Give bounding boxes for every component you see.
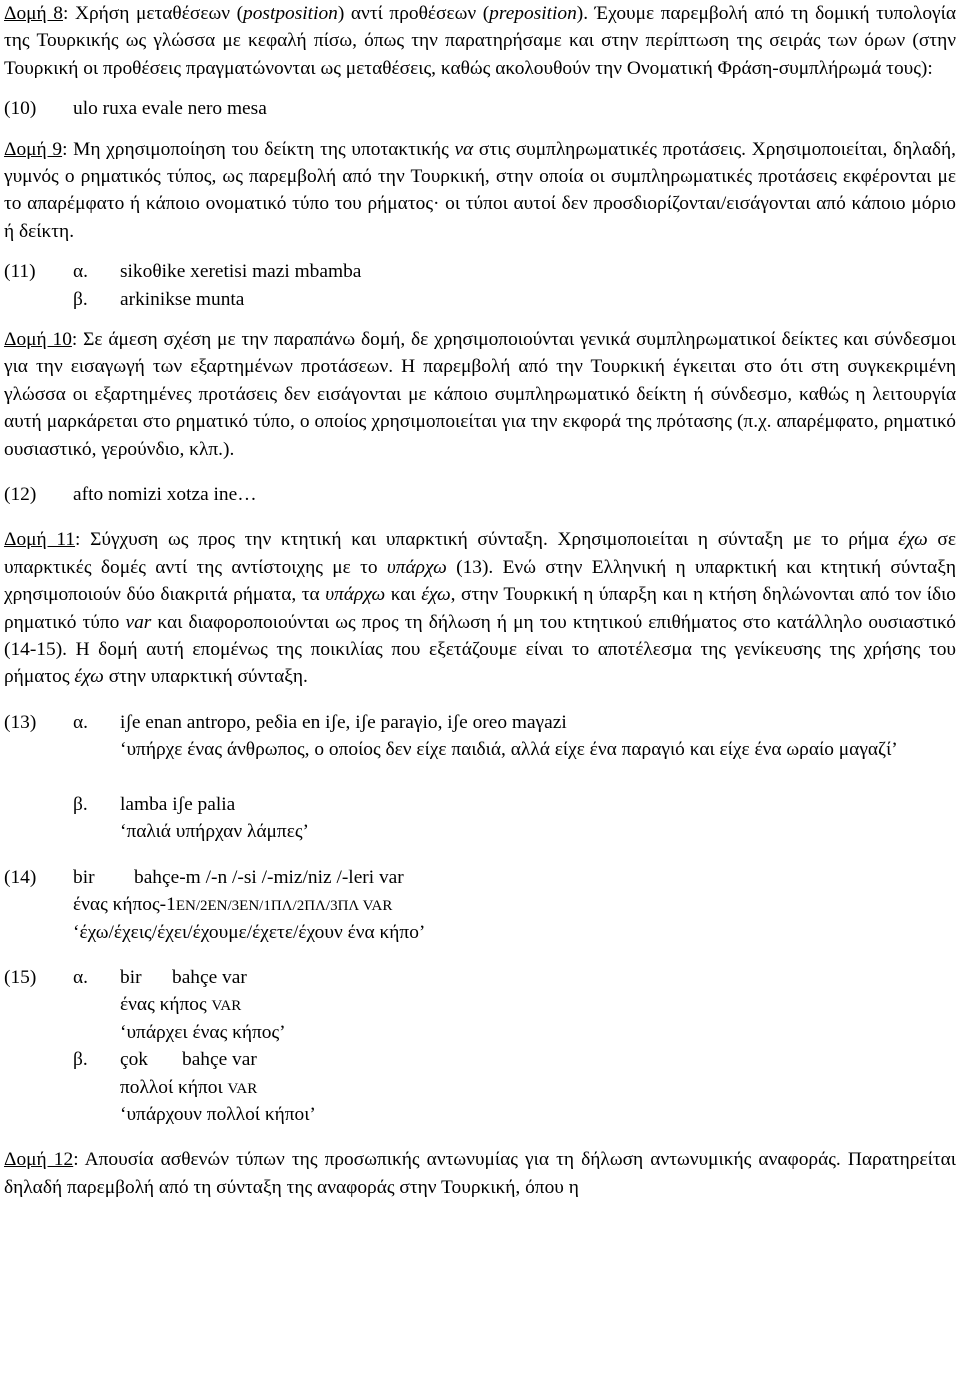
example-14-gloss xyxy=(4,891,956,918)
section-heading-domi-9: Δομή 9 xyxy=(4,138,63,160)
section-heading-domi-11: Δομή 11 xyxy=(4,529,76,551)
example-text: lamba iʃe palia xyxy=(120,794,236,816)
example-number: (13) xyxy=(4,711,37,733)
example-15a xyxy=(4,964,956,991)
example-12 xyxy=(4,481,956,508)
example-text: ulo ruxa evale nero mesa xyxy=(73,98,267,120)
example-13a-gloss xyxy=(4,736,956,791)
paragraph-domi-12: Δομή 12: Απουσία ασθενών τύπων της προσωπικής αντωνυμίας για τη δήλωση αντωνυμικής αναφοράς. Παρατηρείται δηλαδή παρεμβολή από τη σύνταξη της αναφοράς στην Τουρκική, όπου η xyxy=(4,1149,956,1198)
example-13b xyxy=(4,791,956,818)
example-number: (12) xyxy=(4,484,37,506)
example-translation: ‘έχω/έχεις/έχει/έχουμε/έχετε/έχουν ένα κήπο’ xyxy=(73,921,426,943)
example-text: arkinikse munta xyxy=(120,288,245,310)
example-11a xyxy=(4,258,956,285)
example-number: (15) xyxy=(4,967,37,989)
example-translation: ‘υπήρχε ένας άνθρωπος, ο οποίος δεν είχε παιδιά, αλλά είχε ένα παραγιό και είχε ένα ωραίο μαγαζί’ xyxy=(120,739,898,761)
example-translation: ‘υπάρχουν πολλοί κήποι’ xyxy=(120,1103,316,1125)
example-translation: ‘παλιά υπήρχαν λάμπες’ xyxy=(120,821,309,843)
example-number: (10) xyxy=(4,98,37,120)
section-heading-domi-10: Δομή 10 xyxy=(4,329,72,351)
section-heading-domi-12: Δομή 12 xyxy=(4,1149,74,1171)
example-15b-translation xyxy=(4,1101,956,1128)
paragraph-domi-10: Δομή 10: Σε άμεση σχέση με την παραπάνω δομή, δε χρησιμοποιούνται γενικά συμπληρωματικοί δείκτες και σύνδεσμοι για την εισαγωγή των εξαρτημένων προτάσεων. Η παρεμβολή από την Τουρκική έγκειται στο ότι στη συγκεκριμένη γλώσσα οι εξαρτημένες προτάσεις δεν εισάγονται με κάποιο συμπληρωματικό δείκτη ή σύνδεσμο, καθώς η λειτουργία αυτή μαρκάρεται στο ρηματικό τύπο, ο οποίος χρησιμοποιείται για την εκφορά της πρότασης (π.χ. απαρέμφατο, ρηματικό ουσιαστικό, γερούνδιο, κλπ.). xyxy=(4,329,956,460)
example-number: (14) xyxy=(4,866,37,888)
paragraph-domi-11: Δομή 11: Σύγχυση ως προς την κτητική και υπαρκτική σύνταξη. Χρησιμοποιείται η σύνταξη με το ρήμα έχω σε υπαρκτικές δομές αντί της αντίστοιχης με το υπάρχω (13). Ενώ στην Ελληνική η υπαρκτική και κτητική σύνταξη χρησιμοποιούν δύο διακριτά ρήματα, τα υπάρχω και έχω, στην Τουρκική η ύπαρξη και η κτήση δηλώνονται από τον ίδιο ρηματικό τύπο var και διαφοροποιούνται ως προς τη δήλωση ή μη του κτητικού επιθήματος στο κατάλληλο ουσιαστικό (14-15). Η δομή αυτή επομένως της ποικιλίας που εξετάζουμε είναι το αποτέλεσμα της γενίκευσης της χρήσης του ρήματος έχω στην υπαρκτική σύνταξη. xyxy=(4,529,956,688)
example-10 xyxy=(4,95,956,122)
example-word: bir xyxy=(73,866,95,888)
example-15b xyxy=(4,1046,956,1073)
example-word: bir xyxy=(120,967,142,989)
example-letter: α. xyxy=(73,711,89,733)
example-text: sikoθike xeretisi mazi mbamba xyxy=(120,261,362,283)
example-number: (11) xyxy=(4,261,36,283)
example-15b-gloss xyxy=(4,1074,956,1101)
example-letter: β. xyxy=(73,1049,88,1071)
document-page xyxy=(4,0,956,1201)
example-gloss: ένας κήπος-1ΕΝ/2ΕΝ/3ΕΝ/1ΠΛ/2ΠΛ/3ΠΛ VAR xyxy=(73,894,393,916)
example-text: afto nomizi xotza ine… xyxy=(73,484,257,506)
section-heading-domi-8: Δομή 8 xyxy=(4,3,63,24)
example-13a xyxy=(4,709,956,736)
example-translation: ‘υπάρχει ένας κήπος’ xyxy=(120,1021,286,1043)
example-text: bahçe var xyxy=(182,1049,257,1071)
example-gloss: ένας κήπος VAR xyxy=(120,994,242,1016)
example-14-translation xyxy=(4,919,956,946)
example-gloss: πολλοί κήποι VAR xyxy=(120,1076,258,1098)
example-letter: α. xyxy=(73,967,89,989)
example-15a-gloss xyxy=(4,991,956,1018)
example-text: bahçe var xyxy=(172,967,247,989)
example-15a-translation xyxy=(4,1019,956,1046)
example-letter: α. xyxy=(73,261,89,283)
paragraph-domi-9: Δομή 9: Μη χρησιμοποίηση του δείκτη της υποτακτικής να στις συμπληρωματικές προτάσεις. Χρησιμοποιείται, δηλαδή, γυμνός ο ρηματικός τύπος, ως παρεμβολή από την Τουρκική, στην οποία οι συμπληρωματικές προτάσεις εκφέρονται με το απαρέμφατο ή κάποιο ονοματικό τύπο του ρήματος· οι τύποι αυτοί δεν προσδιορίζονται/εισάγονται από κάποιο μόριο ή δείκτη. xyxy=(4,138,956,242)
example-word: çok xyxy=(120,1049,148,1071)
example-text: bahçe-m /-n /-si /-miz/niz /-leri var xyxy=(134,866,404,888)
example-11b xyxy=(4,286,956,313)
example-letter: β. xyxy=(73,794,88,816)
paragraph-domi-8: Δομή 8: Χρήση μεταθέσεων (postposition) αντί προθέσεων (preposition). Έχουμε παρεμβολή από τη δομική τυπολογία της Τουρκικής ως γλώσσα με κεφαλή πίσω, όπως την παρατηρήσαμε και στην περίπτωση της σειράς των όρων (στην Τουρκική οι προθέσεις πραγματώνονται ως μεταθέσεις, καθώς ακολουθούν την Ονοματική Φράση-συμπλήρωμά τους): xyxy=(4,3,956,79)
example-14 xyxy=(4,864,956,891)
example-text: iʃe enan antropo, peδia en iʃe, iʃe paraγio, iʃe oreo maγazi xyxy=(120,711,567,733)
example-13b-gloss xyxy=(4,818,956,845)
example-letter: β. xyxy=(73,288,88,310)
